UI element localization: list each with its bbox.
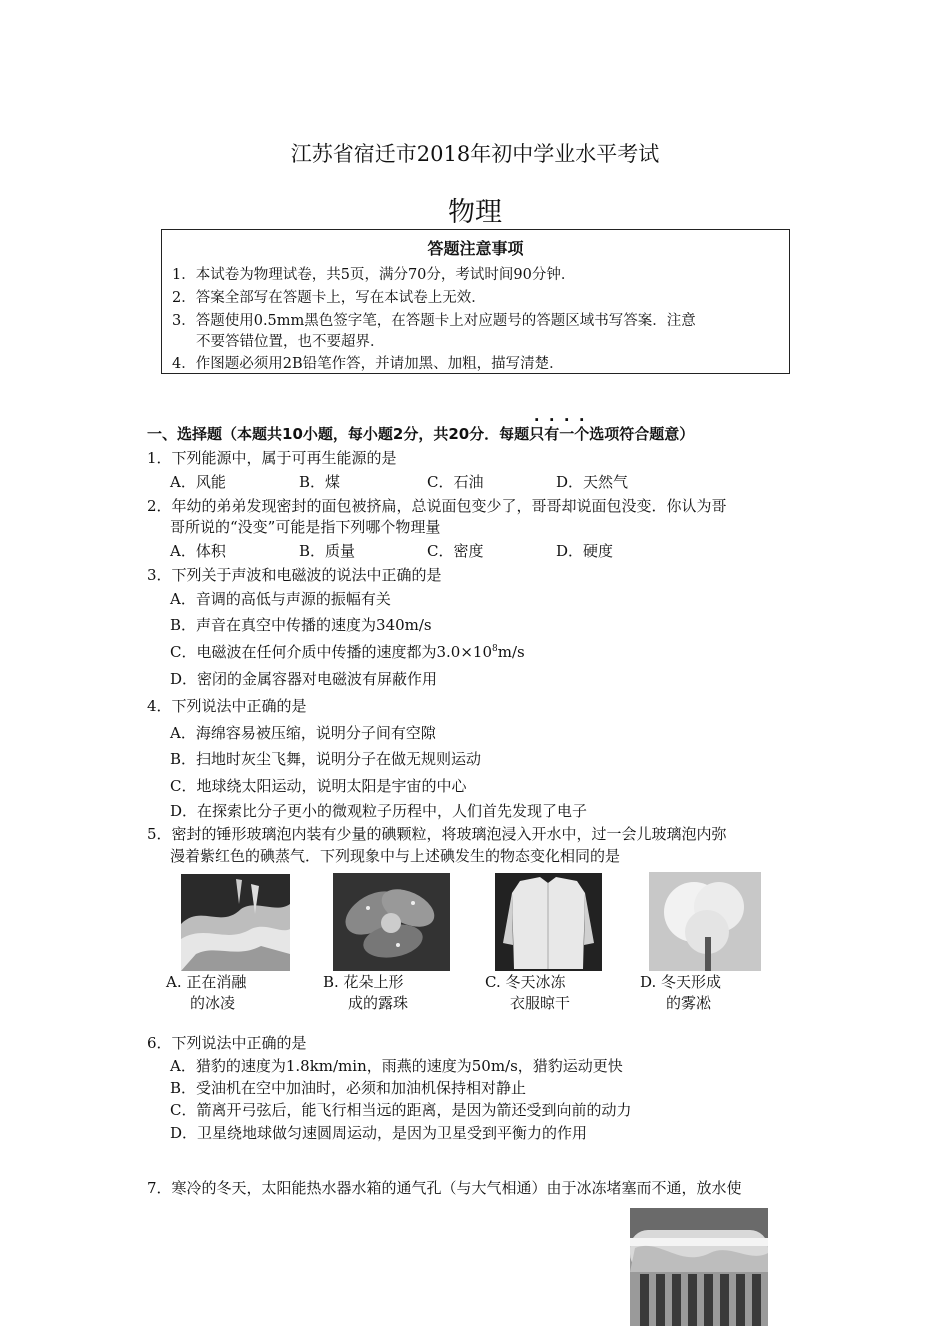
section-heading [147,423,694,444]
q1-option-b: B．煤 [299,473,341,491]
rime-tree-photo [649,872,761,971]
q2-option-b: B．质量 [299,542,356,560]
emphasis-char: 有 [544,425,560,443]
q6-option-b: B．受油机在空中加油时，必须和加油机保持相对静止 [170,1079,527,1097]
subject-title: 物理 [448,197,502,228]
notice-item: 1．本试卷为物理试卷，共5页，满分70分，考试时间90分钟． [172,267,576,283]
q5-stem-line1: 5．密封的锤形玻璃泡内装有少量的碘颗粒，将玻璃泡浸入开水中，过一会儿玻璃泡内弥 [147,825,727,843]
emphasis-char: 一 [559,425,575,443]
option-a-caption-line1: A. 正在消融 [166,973,247,991]
q1-option-a: A．风能 [170,473,226,491]
q6-stem: 6．下列说法中正确的是 [147,1034,307,1052]
q3-option-c [170,641,525,662]
q6-option-a: A．猎豹的速度为1.8km/min，雨燕的速度为50m/s，猎豹运动更快 [170,1057,623,1075]
q1-option-c: C．石油 [427,473,484,491]
q2-stem-line2: 哥所说的“没变”可能是指下列哪个物理量 [170,518,441,536]
dewdrop-flower-photo [333,873,450,971]
q1-stem: 1．下列能源中，属于可再生能源的是 [147,449,397,467]
option-b-caption-line1: B. 花朵上形 [323,973,404,991]
notice-item: 不要答错位置，也不要超界． [196,334,385,350]
exam-title: 江苏省宿迁市2018年初中学业水平考试 [290,142,660,166]
q6-option-d: D．卫星绕地球做匀速圆周运动，是因为卫星受到平衡力的作用 [170,1124,588,1142]
notice-item: 2．答案全部写在答题卡上，写在本试卷上无效． [172,290,486,306]
notice-item: 3．答题使用0.5mm黑色签字笔，在答题卡上对应题号的答题区域书写答案．注意 [172,313,696,329]
q3-option-c-text: C．电磁波在任何介质中传播的速度都为3.0×10 [170,643,492,661]
q1-option-d: D．天然气 [556,473,629,491]
option-d-caption-line1: D. 冬天形成 [640,973,722,991]
option-a-caption-line2: 的冰凌 [190,994,236,1012]
q2-option-d: D．硬度 [556,542,614,560]
q3-option-b: B．声音在真空中传播的速度为340m/s [170,616,432,634]
q2-option-c: C．密度 [427,542,484,560]
q4-option-a: A．海绵容易被压缩，说明分子间有空隙 [170,724,436,742]
notice-heading: 答题注意事项 [427,239,524,258]
option-b-caption-line2: 成的露珠 [348,994,409,1012]
emphasis-char: 个 [574,425,590,443]
notice-box [161,229,790,374]
q4-option-d: D．在探索比分子更小的微观粒子历程中，人们首先发现了电子 [170,802,588,820]
q3-option-a: A．音调的高低与声源的振幅有关 [170,590,391,608]
q2-stem-line1: 2．年幼的弟弟发现密封的面包被挤扁，总说面包变少了，哥哥却说面包没变．你认为哥 [147,497,727,515]
frozen-clothes-photo [495,873,602,971]
q3-option-c-unit: m/s [497,643,525,661]
q3-option-d: D．密闭的金属容器对电磁波有屏蔽作用 [170,670,438,688]
q2-option-a: A．体积 [170,542,226,560]
q7-stem: 7．寒冷的冬天，太阳能热水器水箱的通气孔（与大气相通）由于冰冻堵塞而不通，放水使 [147,1179,742,1197]
q4-option-c: C．地球绕太阳运动，说明太阳是宇宙的中心 [170,777,467,795]
melting-icicle-photo [181,874,290,971]
option-c-caption-line1: C. 冬天冰冻 [485,973,566,991]
section-prefix: 一、选择题（本题共10小题，每小题2分，共20分．每题 [147,425,530,443]
notice-item: 4．作图题必须用2B铅笔作答，并请加黑、加粗，描写清楚． [172,356,564,372]
emphasis-char: 只 [529,425,545,443]
q4-stem: 4．下列说法中正确的是 [147,697,307,715]
q5-stem-line2: 漫着紫红色的碘蒸气．下列现象中与上述碘发生的物态变化相同的是 [170,847,621,865]
option-c-caption-line2: 衣服晾干 [510,994,571,1012]
option-d-caption-line2: 的雾凇 [666,994,712,1012]
section-suffix: 选项符合题意） [589,425,695,443]
q6-option-c: C．箭离开弓弦后，能飞行相当远的距离，是因为箭还受到向前的动力 [170,1101,632,1119]
q4-option-b: B．扫地时灰尘飞舞，说明分子在做无规则运动 [170,750,482,768]
q3-option-c-exponent: 8 [492,644,498,654]
q3-stem: 3．下列关于声波和电磁波的说法中正确的是 [147,566,442,584]
solar-water-heater-photo [630,1208,768,1326]
